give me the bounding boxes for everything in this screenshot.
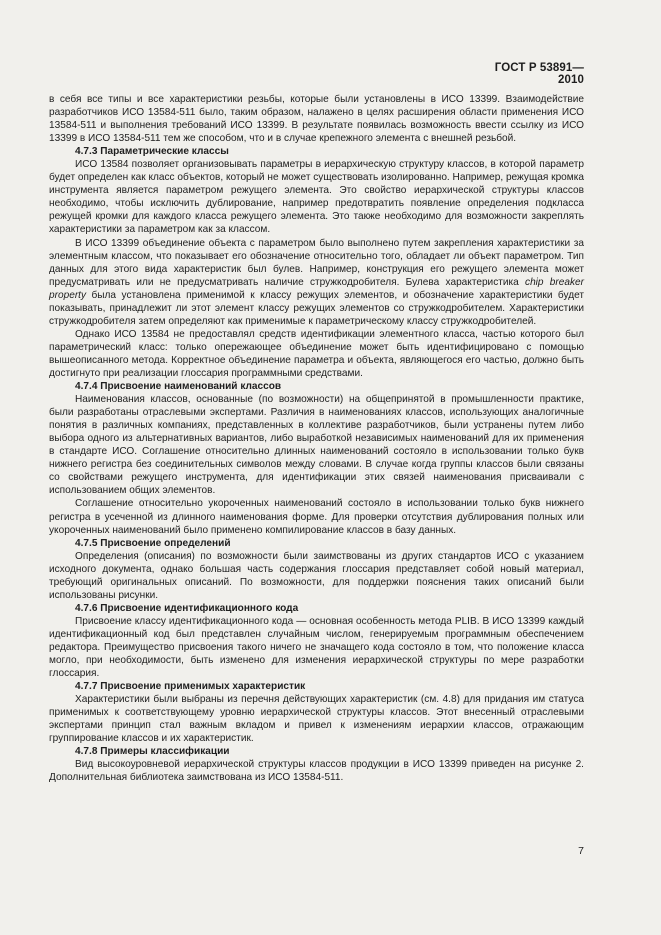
paragraph: Наименования классов, основанные (по возможности) на общепринятой в промышленности практике, были разработаны отраслевыми экспертами. Различия в наименованиях классов, использующих аналогичные понятия в различных компаниях, представленных в коллективе разработчиков, были устранены путем либо выбора одного из альтернативных вариантов, либо выработкой независимых наименований для их применения в стандарте ИСО. Соглашение относительно длинных наименований состояло в использовании только букв нижнего регистра без соединительных символов между словами. В случае когда группы классов были связаны со свойствами режущего инструмента, для идентификации этих связей наименования присваивали с использованием общих элементов. <box>49 394 584 497</box>
standard-code-header: ГОСТ Р 53891—2010 <box>494 62 584 86</box>
paragraph: ИСО 13584 позволяет организовывать параметры в иерархическую структуру классов, в которой параметр будет определен как класс объектов, который не может существовать изолированно. Например, режущая кромка инструмента является параметром режущего элемента. Это свойство иерархической структуры классов необходимо, чтобы исключить дублирование, например предотвратить появление определения подкласса режущей кромки для каждого класса режущего элемента. Это также необходимо для возможности закреплять характеристики за параметром как за классом. <box>49 159 584 236</box>
paragraph: Вид высокоуровневой иерархической структуры классов продукции в ИСО 13399 приведен на рисунке 2. Дополнительная библиотека заимствована из ИСО 13584-511. <box>49 759 584 784</box>
heading-4-7-7: 4.7.7 Присвоение применимых характеристик <box>75 681 306 693</box>
paragraph: Однако ИСО 13584 не предоставлял средств идентификации элементного класса, частью которого был параметрический класс: только опережающее объединение может быть идентифицировано с помощью вышеописанного метода. Корректное объединение параметра и объекта, являющегося его частью, должно быть достигнуто при реализации глоссария программными средствами. <box>49 328 584 379</box>
paragraph: Присвоение классу идентификационного кода — основная особенность метода PLIB. В ИСО 13399 каждый идентификационный код был представлен случайным числом, генерируемым программным обеспечением редактора. Преимущество присвоения такого ничего не значащего кода состояло в том, что положение класса могло, при необходимости, быть изменено для изменения иерархической структуры по мере разработки глоссария. <box>49 615 584 680</box>
page-number: 7 <box>578 845 584 857</box>
heading-4-7-4: 4.7.4 Присвоение наименований классов <box>75 381 282 393</box>
paragraph-continuation: в себя все типы и все характеристики резьбы, которые были установлены в ИСО 13399. Взаимодействие разработчиков ИСО 13584-511 было, таким образом, налажено в целях расширения области применения ИСО 13584-511 и выполнения требований ИСО 13399. В результате появилась возможность ввести ссылку из ИСО 13399 в ИСО 13584-511 тем же способом, что и в случае крепежного элемента с внешней резьбой. <box>49 94 584 145</box>
heading-4-7-6: 4.7.6 Присвоение идентификационного кода <box>75 602 299 614</box>
paragraph: Характеристики были выбраны из перечня действующих характеристик (см. 4.8) для придания им статуса применимых к соответствующему уровню иерархической структуры классов. Этот внесенный отраслевыми экспертами принцип стал важным вкладом и привел к изменениям иерархии классов, отражающим группирование классов и их характеристик. <box>49 694 584 745</box>
paragraph: В ИСО 13399 объединение объекта с параметром было выполнено путем закрепления характеристики за элементным классом, что показывает его обозначение относительно того, обладает ли объект параметром. Тип данных для этого вида характеристик был булев. Например, конструкция его режущего элемента может предусматривать или не предусматривать наличие стружкодробителя. Булева характеристика chip breaker property была установлена применимой к классу режущих элементов, и обозначение характеристики будет показывать, принадлежит ли этот элемент классу режущих элементов со стружкодробителем. Характеристики стружкодробителя затем определяют как применимые к параметрическому классу стружкодробителей. <box>49 237 585 327</box>
heading-4-7-5: 4.7.5 Присвоение определений <box>75 537 231 549</box>
heading-4-7-8: 4.7.8 Примеры классификации <box>75 746 230 758</box>
paragraph: Определения (описания) по возможности были заимствованы из других стандартов ИСО с указанием исходного документа, однако большая часть содержания глоссария представляет собой новый материал, требующий оригинальных описаний. По возможности, для поддержки пояснения таких описаний были использованы рисунки. <box>49 550 584 601</box>
document-body <box>49 93 584 784</box>
paragraph: Соглашение относительно укороченных наименований состояло в использовании только букв нижнего регистра в усеченной из длинного наименования форме. Для проверки отсутствия дублирования полных или укороченных наименований было применено компилирование классов в базу данных. <box>49 498 584 536</box>
heading-4-7-3: 4.7.3 Параметрические классы <box>75 146 229 158</box>
